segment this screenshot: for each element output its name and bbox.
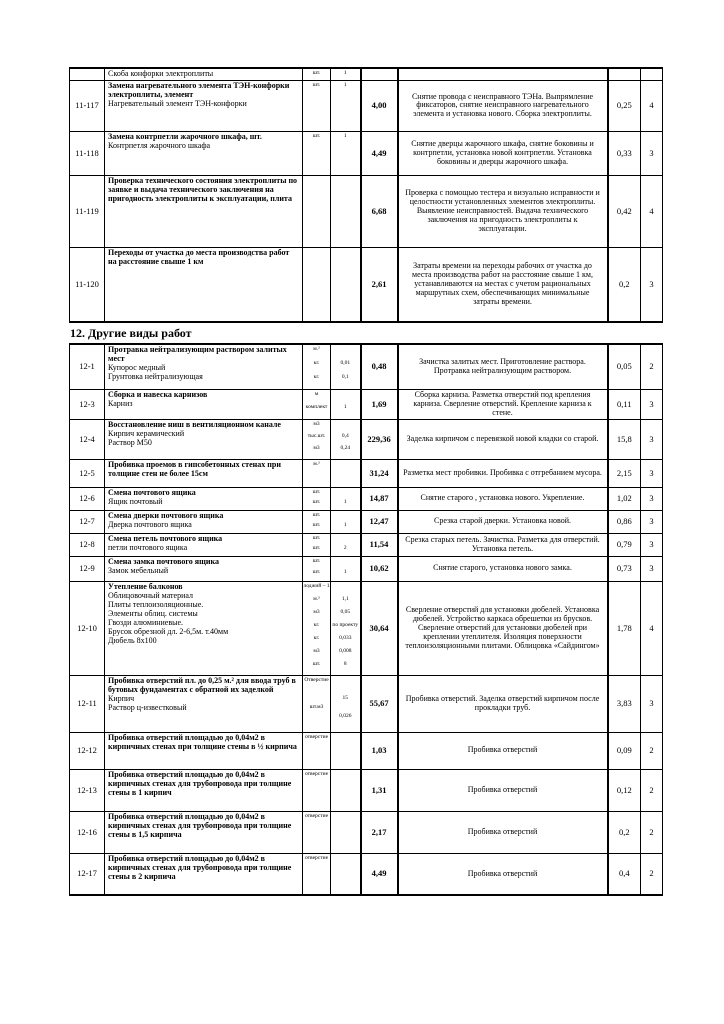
unit: кг. [313,621,320,628]
row-price [361,68,398,80]
row-units [303,131,331,175]
unit: Отверстие [304,676,329,683]
table-row [70,556,663,581]
row-description: Снятие дверцы жарочного шкафа, снятие боковины и контрпетли, установка новой контрпетли. Установка боковины и дверцы жарочного шкафа. [398,131,608,175]
table-row [70,419,663,459]
work-name: Пробивка отверстий площадью до 0,04м2 в кирпичных стенах для трубопровода при толщине стены в 1,5 кирпича [108,811,292,839]
row-qty [331,732,361,769]
qty: 0,1 [341,374,349,380]
qty [331,512,360,522]
table-row [70,68,663,80]
unit: отверстие [304,733,329,740]
row-units [303,487,331,510]
row-name [105,581,303,675]
unit: шт. [312,660,321,667]
row-norm: 0,4 [608,853,641,895]
row-qty [331,533,361,556]
unit: м [314,391,319,397]
row-name [105,675,303,732]
row-name [105,68,303,80]
material-name: Дюбель 8х100 [108,635,157,645]
unit: шт. [312,70,321,76]
unit: кг. [313,374,320,380]
row-norm: 0,73 [608,556,641,581]
row-code: 11-117 [70,80,105,131]
row-price: 30,64 [361,581,398,675]
row-price: 31,24 [361,459,398,487]
row-qty [331,175,361,247]
row-price: 1,31 [361,769,398,811]
row-price: 2,61 [361,247,398,322]
row-units [303,510,331,533]
row-name [105,510,303,533]
material-name: петли почтового ящика [108,542,188,552]
row-price: 10,62 [361,556,398,581]
row-qty [331,510,361,533]
row-category: 3 [641,390,663,420]
table-row [70,344,663,390]
row-name [105,853,303,895]
work-name: Сборка и навеска карнизов [108,390,208,399]
row-code: 12-10 [70,581,105,675]
unit: шт. [312,544,321,551]
work-name: Смена замка почтового ящика [108,556,219,566]
row-price: 6,68 [361,175,398,247]
row-units [303,732,331,769]
row-price: 4,49 [361,131,398,175]
price-table-other-works [69,343,663,896]
row-units [303,811,331,853]
row-norm: 2,15 [608,459,641,487]
qty [331,421,360,433]
row-category: 3 [641,510,663,533]
row-price: 55,67 [361,675,398,732]
row-code [70,68,105,80]
qty: 1 [343,521,347,528]
row-qty [331,769,361,811]
row-name [105,131,303,175]
row-qty [331,68,361,80]
unit: м.² [313,460,320,467]
qty: 1,1 [341,595,349,602]
row-qty [331,344,361,390]
row-norm: 0,12 [608,769,641,811]
row-price: 1,69 [361,390,398,420]
row-name [105,390,303,420]
row-units [303,175,331,247]
row-norm: 0,11 [608,390,641,420]
row-price: 229,36 [361,419,398,459]
work-name: Замена нагревательного элемента ТЭН-конфорки электроплиты, элемент [108,80,290,99]
unit: м.² [313,346,320,352]
row-units [303,581,331,675]
material-name: Раствор ц-известковый [108,702,187,712]
row-code: 12-17 [70,853,105,895]
row-units [303,419,331,459]
row-description: Пробивка отверстий. Заделка отверстий кирпичом после прокладки труб. [398,675,608,732]
qty [331,558,360,569]
row-name [105,459,303,487]
work-name: Восстановление ниш в вентиляционном канале [108,419,281,429]
row-norm: 15,8 [608,419,641,459]
unit: шт. [312,568,321,575]
row-category [641,68,663,80]
material-name: Гвозди алюминиевые. [108,617,184,627]
row-category: 2 [641,732,663,769]
row-category: 3 [641,131,663,175]
material-name: Ящик почтовый [108,496,163,506]
row-description: Пробивка отверстий [398,732,608,769]
work-name: Пробивка отверстий пл. до 0,25 м.² для ввода труб в бутовых фундаментах с обратной их заделкой [108,675,296,694]
work-name: Смена почтового ящика [108,487,196,497]
row-norm [608,68,641,80]
work-name: Пробивка отверстий площадью до 0,04м2 в кирпичных стенах для трубопровода при толщине стены в 1 кирпич [108,769,292,797]
work-name: Пробивка проемов в гипсобетонных стенах при толщине стен не более 15см [108,459,281,478]
row-category: 3 [641,675,663,732]
unit: шт. [312,557,321,564]
row-name [105,533,303,556]
row-description [398,68,608,80]
table-row [70,581,663,675]
material-name: Нагревательный элемент ТЭН-конфорки [108,98,247,108]
work-name: Утепление балконов [108,581,183,591]
row-category: 3 [641,487,663,510]
row-units [303,390,331,420]
material-name: Брусок обрезной дл. 2-6,5м. т.40мм [108,626,229,636]
row-category: 4 [641,581,663,675]
qty: 1 [343,568,347,575]
row-qty [331,390,361,420]
unit: отверстие [304,812,329,819]
row-qty [331,581,361,675]
unit: шт. [312,488,321,495]
work-name: Пробивка отверстий площадью до 0,04м2 в кирпичных стенах при толщине стены в ½ кирпича [108,732,297,751]
row-code: 12-1 [70,344,105,390]
qty [331,583,360,596]
row-code: 12-12 [70,732,105,769]
row-code: 11-120 [70,247,105,322]
row-name [105,487,303,510]
table-row [70,811,663,853]
row-price: 14,87 [361,487,398,510]
row-code: 11-119 [70,175,105,247]
row-units [303,853,331,895]
qty: 8 [343,660,347,667]
row-category: 3 [641,247,663,322]
row-price: 4,49 [361,853,398,895]
row-description: Заделка кирпичом с перевязкой новой кладки со старой. [398,419,608,459]
qty: 0,026 [339,712,352,719]
unit: отверстие [304,854,329,861]
row-description: Снятие старого, установка нового замка. [398,556,608,581]
qty [331,391,360,404]
material-name: Грунтовка нейтрализующая [108,371,203,381]
row-name [105,732,303,769]
row-qty [331,459,361,487]
unit: шт. [312,132,321,139]
material-name: Облицовочный материал [108,590,193,600]
row-category: 2 [641,811,663,853]
row-price: 2,17 [361,811,398,853]
row-name [105,556,303,581]
row-name [105,175,303,247]
row-price: 0,48 [361,344,398,390]
qty: по проекту [332,621,359,628]
work-name: Переходы от участка до места производства работ на расстояние свыше 1 км [108,247,290,266]
row-norm: 0,2 [608,247,641,322]
table-row [70,533,663,556]
material-name: Кирпич [108,693,135,703]
row-norm: 0,42 [608,175,641,247]
qty: 1 [343,81,347,88]
row-description: Зачистка залитых мест. Приготовление раствора. Протравка нейтрализующим раствором. [398,344,608,390]
work-name: Протравка нейтрализующим раствором залитых мест [108,345,287,363]
row-name [105,80,303,131]
table-row [70,247,663,322]
row-description: Затраты времени на переходы рабочих от участка до места производства работ на расстояние свыше 1 км, устанавливаются на местах с учетом рациональных маршрутных схем, обеспечивающих минимальные затраты времени. [398,247,608,322]
qty [331,489,360,499]
row-qty [331,811,361,853]
table-row [70,510,663,533]
row-norm: 0,25 [608,80,641,131]
unit: кг. [313,360,320,366]
row-category: 3 [641,419,663,459]
unit: м3 [313,444,320,451]
row-category: 4 [641,80,663,131]
work-name: Проверка технического состояния электроплиты по заявке и выдача технического заключения на пригодность электроплиты к эксплуатации, плита [108,175,298,203]
qty: 15 [342,694,348,701]
material-name: Элементы облиц. системы [108,608,198,618]
row-description: Снятие старого , установка нового. Укрепление. [398,487,608,510]
unit: лоджий – 1 [303,582,330,589]
unit: м.² [313,595,320,602]
work-name: Смена дверки почтового ящика [108,510,224,520]
row-price: 11,54 [361,533,398,556]
row-norm: 0,79 [608,533,641,556]
qty: 0,01 [340,360,351,366]
work-name: Смена петель почтового ящика [108,533,223,543]
row-units [303,80,331,131]
row-qty [331,80,361,131]
table-row [70,175,663,247]
table-row [70,732,663,769]
row-units [303,344,331,390]
row-norm: 0,09 [608,732,641,769]
qty: 0,24 [340,444,351,451]
unit: тыс.шт. [307,432,326,439]
row-code: 12-5 [70,459,105,487]
qty [331,535,360,545]
table-row [70,80,663,131]
qty: 0,05 [340,608,351,615]
qty [331,677,360,695]
table-row [70,459,663,487]
row-category: 3 [641,556,663,581]
row-units [303,247,331,322]
row-category: 2 [641,344,663,390]
material-name: Скоба конфорки электроплиты [108,69,214,78]
unit: м3 [313,647,320,654]
unit: отверстие [304,770,329,777]
row-name [105,344,303,390]
row-price: 12,47 [361,510,398,533]
row-norm: 0,2 [608,811,641,853]
row-description: Пробивка отверстий [398,853,608,895]
qty [331,346,360,360]
row-units [303,68,331,80]
row-description: Срезка старых петель. Зачистка. Разметка для отверстий. Установка петель. [398,533,608,556]
row-category: 4 [641,175,663,247]
row-category: 2 [641,769,663,811]
material-name: Плиты теплоизоляционные. [108,599,204,609]
row-norm: 0,33 [608,131,641,175]
material-name: Купорос медный [108,362,166,372]
row-name [105,247,303,322]
unit: шт. [312,81,321,88]
row-category: 3 [641,533,663,556]
material-name: Карниз [108,398,133,408]
row-norm: 0,05 [608,344,641,390]
unit: шт. [312,521,321,528]
row-code: 12-11 [70,675,105,732]
qty: 1 [343,498,347,505]
row-price: 1,03 [361,732,398,769]
row-units [303,675,331,732]
table-row [70,853,663,895]
row-code: 12-6 [70,487,105,510]
row-code: 11-118 [70,131,105,175]
qty: 0,033 [339,634,352,641]
material-name: Контрпетля жарочного шкафа [108,140,211,150]
row-code: 12-13 [70,769,105,811]
row-description: Снятие провода с неисправного ТЭНа. Выпрямление фиксаторов, снятие неисправного нагревательного элемента и установка нового. Сборка электроплиты. [398,80,608,131]
material-name: Раствор М50 [108,437,152,447]
row-code: 12-3 [70,390,105,420]
unit: м3 [313,420,320,427]
work-name: Пробивка отверстий площадью до 0,04м2 в кирпичных стенах для трубопровода при толщине стены в 2 кирпича [108,853,292,881]
qty: 0,4 [341,432,349,439]
row-units [303,533,331,556]
unit: шт. [312,511,321,518]
work-name: Замена контрпетли жарочного шкафа, шт. [108,131,262,141]
row-code: 12-7 [70,510,105,533]
row-units [303,769,331,811]
table-row [70,390,663,420]
row-description: Срезка старой дверки. Установка новой. [398,510,608,533]
row-category: 3 [641,459,663,487]
unit: шт. [312,498,321,505]
row-price: 4,00 [361,80,398,131]
table-row [70,487,663,510]
unit: шт. [312,534,321,541]
table-row [70,769,663,811]
row-qty [331,131,361,175]
row-qty [331,487,361,510]
unit: шт.м3 [309,703,324,710]
row-code: 12-8 [70,533,105,556]
unit: кг. [313,634,320,641]
qty: 0,008 [339,647,352,654]
row-qty [331,247,361,322]
row-code: 12-4 [70,419,105,459]
material-name: Кирпич керамический [108,428,185,438]
row-code: 12-9 [70,556,105,581]
row-norm: 1,78 [608,581,641,675]
row-name [105,419,303,459]
row-name [105,811,303,853]
row-description: Пробивка отверстий [398,769,608,811]
row-qty [331,556,361,581]
row-norm: 0,86 [608,510,641,533]
row-norm: 3,83 [608,675,641,732]
row-qty [331,675,361,732]
section-title: 12. Другие виды работ [70,326,192,340]
qty: 1 [343,132,347,139]
row-description: Сверление отверстий для установки дюбелей. Установка дюбелей. Устройство каркаса обрешетки из брусков. Сверление отверстий для установки дюбелей при креплении утеплителя. Изоляция поверхности теплоизоляционными плитами. Облицовка «Сайдингом» [398,581,608,675]
table-row [70,675,663,732]
row-units [303,459,331,487]
row-description: Проверка с помощью тестера и визуально исправности и целостности установленных элементов электроплиты. Выявление неисправностей. Выдача технического заключения на пригодность электроплиты к эксплуатации. [398,175,608,247]
row-description: Сборка карниза. Разметка отверстий под крепления карниза. Сверление отверстий. Крепление карниза к стене. [398,390,608,420]
row-qty [331,853,361,895]
row-description: Разметка мест пробивки. Пробивка с отгребанием мусора. [398,459,608,487]
row-category: 2 [641,853,663,895]
row-norm: 1,02 [608,487,641,510]
material-name: Дверка почтового ящика [108,519,192,529]
row-description: Пробивка отверстий [398,811,608,853]
qty: 1 [343,404,347,410]
row-units [303,556,331,581]
table-row [70,131,663,175]
price-table-electric [69,67,663,323]
unit: м3 [313,608,320,615]
qty: 2 [343,544,347,551]
material-name: Замок мебельный [108,565,169,575]
row-code: 12-16 [70,811,105,853]
row-name [105,769,303,811]
row-qty [331,419,361,459]
unit: комплект [305,404,328,410]
qty: 1 [343,70,347,76]
